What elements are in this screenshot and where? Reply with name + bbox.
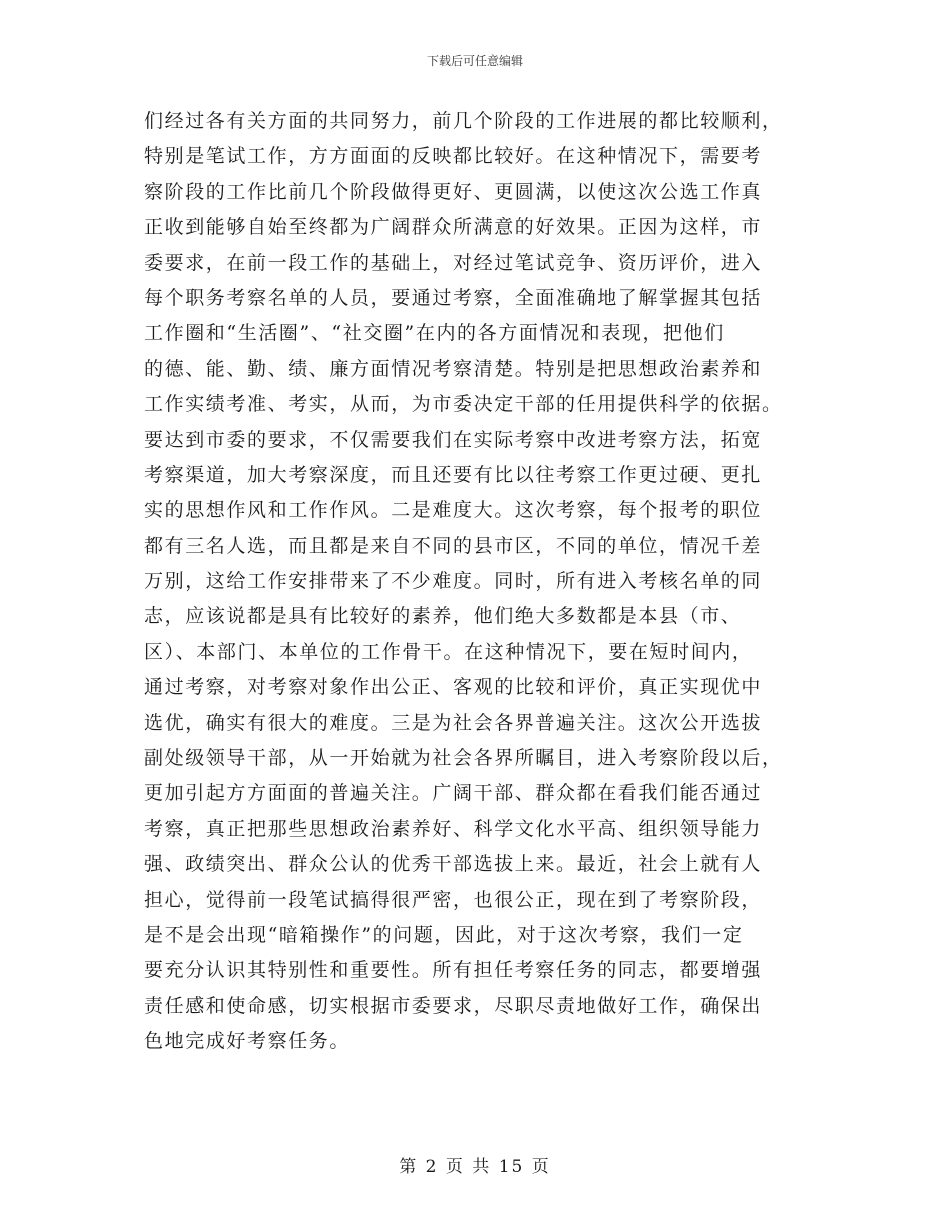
text-line: 责任感和使命感，切实根据市委要求，尽职尽责地做好工作，确保出 — [144, 994, 763, 1017]
text-line: 区）、本部门、本单位的工作骨干。在这种情况下，要在短时间内， — [144, 640, 753, 663]
text-line: 是不是会出现“暗箱操作”的问题，因此，对于这次考察，我们一定 — [144, 923, 744, 946]
text-line: 的德、能、勤、绩、廉方面情况考察清楚。特别是把思想政治素养和 — [144, 357, 763, 380]
page-number: 第 2 页 共 15 页 — [399, 1157, 551, 1177]
text-line: 选优，确实有很大的难度。三是为社会各界普遍关注。这次公开选拔 — [144, 711, 763, 734]
text-line: 每个职务考察名单的人员，要通过考察，全面准确地了解掌握其包括 — [144, 286, 763, 309]
text-line: 要充分认识其特别性和重要性。所有担任考察任务的同志，都要增强 — [144, 959, 763, 982]
text-line: 们经过各有关方面的共同努力，前几个阶段的工作进展的都比较顺利， — [144, 110, 783, 132]
text-line: 工作圈和“生活圈”、“社交圈”在内的各方面情况和表现，把他们 — [144, 322, 725, 345]
text-line: 都有三名人选，而且都是来自不同的县市区，不同的单位，情况千差 — [144, 534, 763, 557]
text-line: 担心，觉得前一段笔试搞得很严密，也很公正，现在到了考察阶段， — [144, 888, 763, 911]
text-line: 副处级领导干部，从一开始就为社会各界所瞩目，进入考察阶段以后， — [144, 747, 783, 770]
text-line: 委要求，在前一段工作的基础上，对经过笔试竞争、资历评价，进入 — [144, 251, 763, 274]
text-line: 实的思想作风和工作作风。二是难度大。这次考察，每个报考的职位 — [144, 499, 763, 522]
text-line: 考察，真正把那些思想政治素养好、科学文化水平高、组织领导能力 — [144, 817, 763, 840]
text-line: 工作实绩考准、考实，从而，为市委决定干部的任用提供科学的依据。 — [144, 393, 783, 416]
text-line: 万别，这给工作安排带来了不少难度。同时，所有进入考核名单的同 — [144, 570, 763, 593]
text-line: 特别是笔试工作，方方面面的反映都比较好。在这种情况下，需要考 — [144, 145, 763, 168]
text-line: 志，应该说都是具有比较好的素养，他们绝大多数都是本县（市、 — [144, 605, 742, 628]
text-line: 色地完成好考察任务。 — [144, 1030, 351, 1053]
text-line: 更加引起方方面面的普遍关注。广阔干部、群众都在看我们能否通过 — [144, 782, 763, 805]
text-line: 要达到市委的要求，不仅需要我们在实际考察中改进考察方法，拓宽 — [144, 428, 763, 451]
page-header: 下载后可任意编辑 — [426, 54, 523, 68]
text-line: 强、政绩突出、群众公认的优秀干部选拔上来。最近，社会上就有人 — [144, 853, 763, 876]
text-line: 察阶段的工作比前几个阶段做得更好、更圆满，以使这次公选工作真 — [144, 180, 763, 203]
text-line: 考察渠道，加大考察深度，而且还要有比以往考察工作更过硬、更扎 — [144, 463, 763, 486]
text-line: 正收到能够自始至终都为广阔群众所满意的好效果。正因为这样，市 — [144, 216, 763, 239]
body-text — [144, 104, 814, 1060]
text-line: 通过考察，对考察对象作出公正、客观的比较和评价，真正实现优中 — [144, 676, 763, 699]
